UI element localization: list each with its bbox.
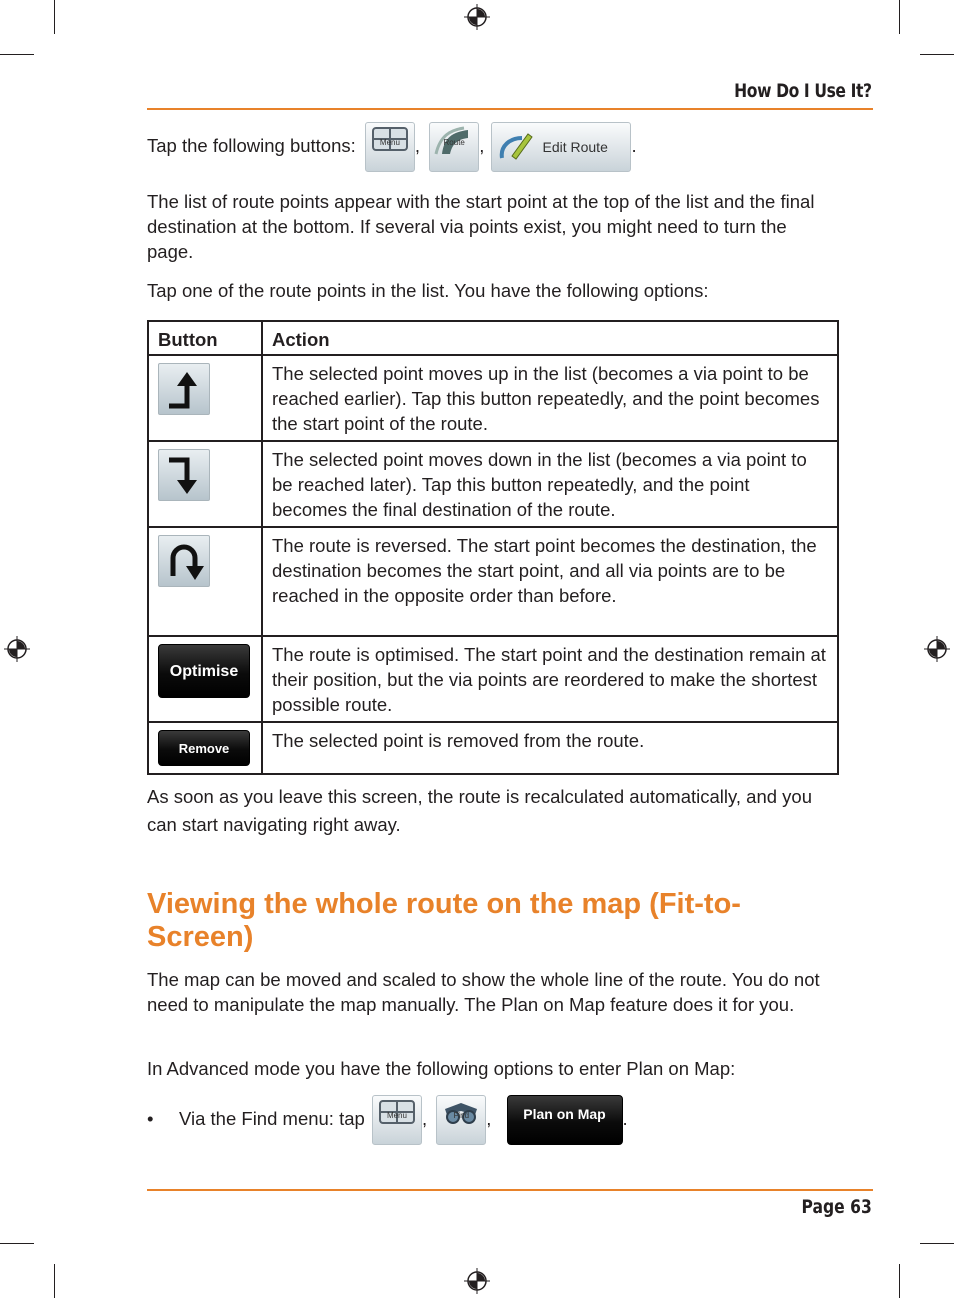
table-row xyxy=(148,527,838,636)
find-caption: Find xyxy=(453,1111,470,1120)
options-intro-paragraph: Tap one of the route points in the list. You have the following options: xyxy=(147,280,709,301)
table-cell-action: The selected point moves down in the list (becomes a via point to be reached later). Tap this button repeatedly, and the point becomes the final destination of the route. xyxy=(262,441,838,527)
optimise-label: Optimise xyxy=(169,662,239,680)
tap-buttons-line: Tap the following buttons: Menu , Route , Edit Route . xyxy=(147,120,867,172)
edit-route-icon xyxy=(496,128,534,166)
move-down-icon xyxy=(159,450,209,500)
route-button[interactable] xyxy=(429,122,479,172)
plan-on-map-label: Plan on Map xyxy=(523,1106,606,1122)
remove-button[interactable] xyxy=(158,730,250,766)
header-rule xyxy=(147,108,873,110)
running-header: How Do I Use It? xyxy=(734,80,872,102)
fit-to-screen-paragraph: The map can be moved and scaled to show the whole line of the route. You do not need to manipulate the map manually. The Plan on Map feature does it for you. xyxy=(147,969,820,1015)
reverse-route-icon xyxy=(159,536,209,586)
crop-mark xyxy=(920,1243,954,1244)
find-menu-bullet: • Via the Find menu: tap Menu , Find , Plan on Map . xyxy=(147,1093,867,1145)
crop-mark xyxy=(899,1264,900,1298)
options-table xyxy=(147,320,839,775)
crop-mark xyxy=(920,54,954,55)
menu-caption: Menu xyxy=(379,138,400,147)
crop-mark xyxy=(54,0,55,34)
table-cell-action: The selected point moves up in the list (becomes a via point to be reached earlier). Tap this button repeatedly, and the point becomes the start point of the route. xyxy=(262,355,838,441)
menu-button[interactable] xyxy=(372,1095,422,1145)
table-row xyxy=(148,441,838,527)
tap-text: Tap the following buttons: xyxy=(147,135,356,156)
find-button[interactable] xyxy=(436,1095,486,1145)
table-row xyxy=(148,355,838,441)
menu-caption: Menu xyxy=(386,1111,407,1120)
table-cell-action: The route is reversed. The start point becomes the destination, the destination becomes the start point, and all via points are to be reached in the opposite order than before. xyxy=(262,527,838,636)
move-up-button[interactable] xyxy=(158,363,210,415)
menu-button[interactable] xyxy=(365,122,415,172)
move-down-button[interactable] xyxy=(158,449,210,501)
recalculated-paragraph: As soon as you leave this screen, the route is recalculated automatically, and you can start navigating right away. xyxy=(147,786,812,835)
bullet-marker: • xyxy=(147,1108,154,1129)
crop-mark xyxy=(0,54,34,55)
bullet-text: Via the Find menu: tap xyxy=(179,1108,365,1129)
table-cell-action: The route is optimised. The start point and the destination remain at their position, but the via points are reordered to make the shortest possible route. xyxy=(262,636,838,722)
plan-on-map-button[interactable] xyxy=(507,1095,623,1145)
registration-mark-icon xyxy=(464,1268,490,1294)
move-up-icon xyxy=(159,364,209,414)
route-points-paragraph: The list of route points appear with the start point at the top of the list and the final destination at the bottom. If several via points exist, you might need to turn the page. xyxy=(147,191,815,262)
footer-rule xyxy=(147,1189,873,1191)
table-cell-action: The selected point is removed from the route. xyxy=(262,722,838,774)
edit-route-button[interactable] xyxy=(491,122,631,172)
crop-mark xyxy=(0,1243,34,1244)
registration-mark-icon xyxy=(464,4,490,30)
table-row xyxy=(148,636,838,722)
crop-mark xyxy=(899,0,900,34)
route-caption: Route xyxy=(443,138,465,147)
crop-mark xyxy=(54,1264,55,1298)
header-button: Button xyxy=(148,321,262,355)
table-row xyxy=(148,722,838,774)
optimise-button[interactable] xyxy=(158,644,250,698)
registration-mark-icon xyxy=(4,636,30,662)
registration-mark-icon xyxy=(924,636,950,662)
page-number: Page 63 xyxy=(801,1196,872,1218)
table-header-row xyxy=(148,321,838,355)
reverse-route-button[interactable] xyxy=(158,535,210,587)
remove-label: Remove xyxy=(178,740,230,756)
advanced-mode-paragraph: In Advanced mode you have the following options to enter Plan on Map: xyxy=(147,1058,736,1079)
edit-route-label: Edit Route xyxy=(542,139,608,155)
header-action: Action xyxy=(262,321,838,355)
section-heading: Viewing the whole route on the map (Fit-to-Screen) xyxy=(147,888,741,953)
